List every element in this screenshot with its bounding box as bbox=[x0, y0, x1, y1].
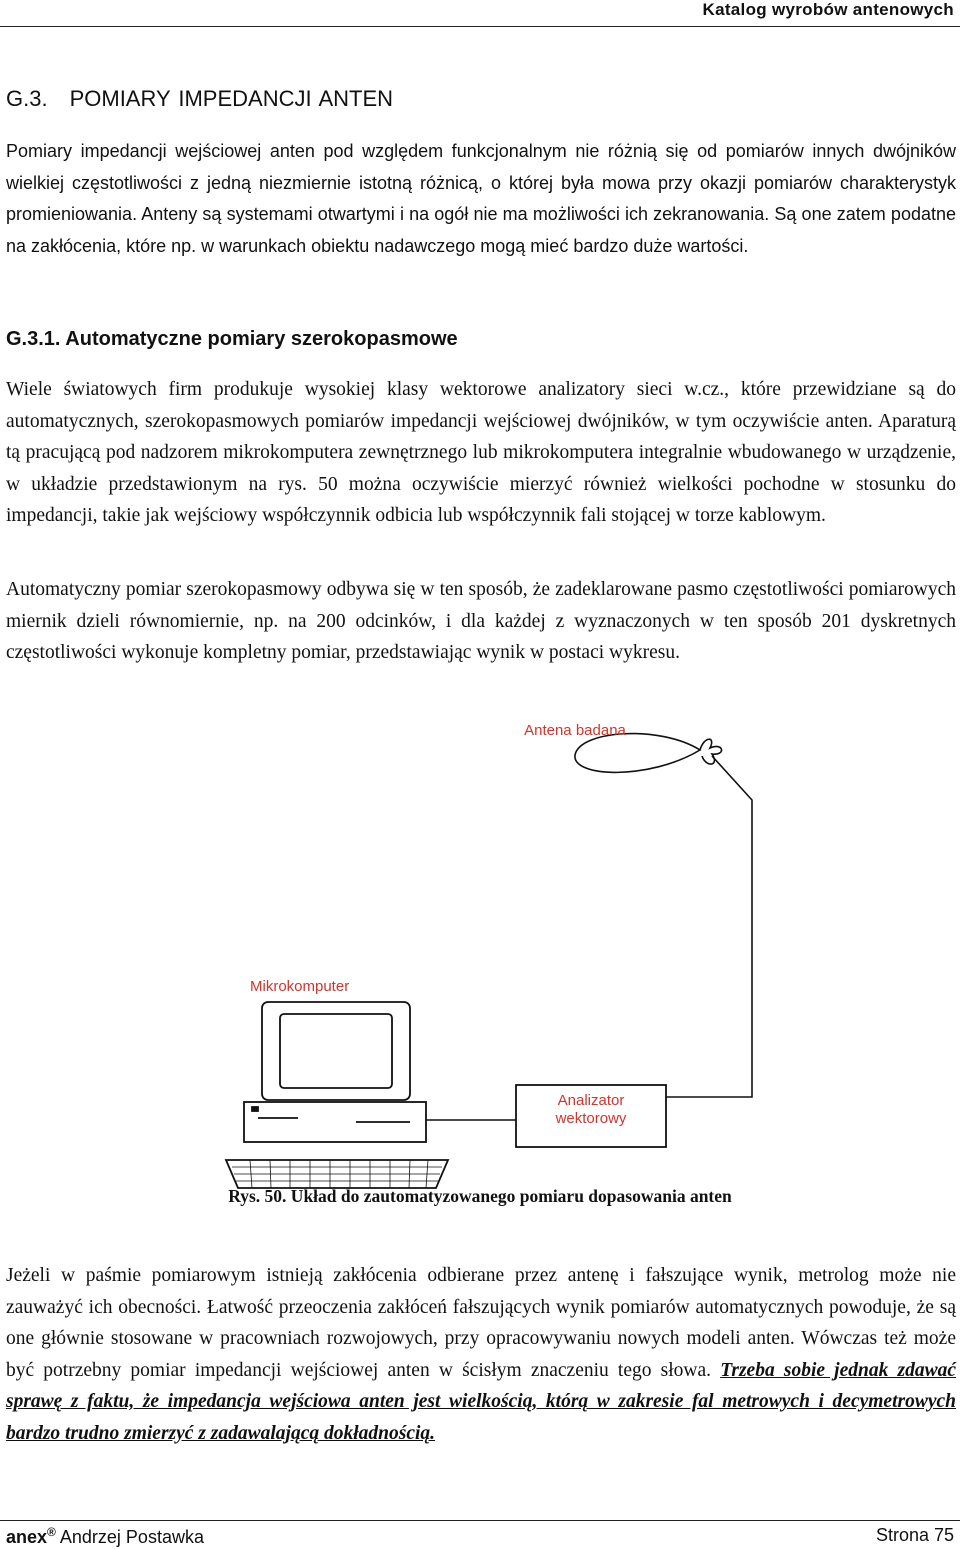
figure-caption: Rys. 50. Układ do zautomatyzowanego pomiaru dopasowania anten bbox=[228, 1186, 732, 1206]
catalog-title: Katalog wyrobów antenowych bbox=[702, 0, 954, 19]
page-footer bbox=[0, 1520, 960, 1549]
antenna-icon bbox=[575, 734, 722, 773]
analyzer-label-line2: wektorowy bbox=[555, 1110, 627, 1127]
paragraph-sweep: Automatyczny pomiar szerokopasmowy odbywa się w ten sposób, że zadeklarowane pasmo częstotliwości pomiarowych miernik dzieli równomiernie, np. na 200 odcinków, i dla każdej z wyznaczonych w ten sposób 201 dyskretnych częstotliwości wykonuje kompletny pomiar, przedstawiając wynik w postaci wykresu. bbox=[6, 579, 956, 663]
computer-icon bbox=[226, 1002, 448, 1188]
footer-credit bbox=[6, 1525, 204, 1548]
brand-name: anex bbox=[6, 1527, 48, 1547]
closing-text: Jeżeli w paśmie pomiarowym istnieją zakłócenia odbierane przez antenę i fałszujące wynik, metrolog może nie zauważyć ich obecności. Łatwość przeoczenia zakłóceń fałszujących wynik pomiarów automatycznych powoduje, że są one głównie stosowane w pracowniach rozwojowych, przy opracowywaniu nowych modeli anten. Wówczas też może być potrzebny pomiar impedancji wejściowej anten w ścisłym znaczeniu tego słowa. bbox=[6, 1265, 956, 1381]
section-number: G.3. bbox=[6, 86, 48, 111]
computer-label: Mikrokomputer bbox=[250, 978, 350, 995]
subsection-heading: G.3.1. Automatyczne pomiary szerokopasmowe bbox=[6, 328, 458, 350]
antenna-cable bbox=[665, 756, 752, 1097]
registered-mark: ® bbox=[47, 1525, 56, 1539]
antenna-label: Antena badana bbox=[524, 722, 626, 739]
page-number: Strona 75 bbox=[875, 1525, 954, 1545]
analyzer-label bbox=[516, 1092, 666, 1128]
section-heading bbox=[6, 86, 393, 112]
closing-paragraph bbox=[6, 1260, 956, 1449]
analyzer-label-line1: Analizator bbox=[557, 1092, 625, 1109]
author-name: Andrzej Postawka bbox=[59, 1527, 204, 1547]
page-header bbox=[0, 0, 960, 27]
paragraph-analyzers: Wiele światowych firm produkuje wysokiej klasy wektorowe analizatory sieci w.cz., które przewidziane są do automatycznych, szerokopasmowych pomiarów impedancji wejściowej dwójników, w tym oczywiście anten. Aparaturą tą pracującą pod nadzorem mikrokomputera zewnętrznego lub mikrokomputera integralnie wbudowanego w urządzenie, w układzie przedstawionym na rys. 50 można oczywiście mierzyć również wielkości pochodne w stosunku do impedancji, takie jak wejściowy współczynnik odbicia lub współczynnik fali stojącej w torze kablowym. bbox=[6, 379, 956, 526]
closing-emphasis: Trzeba sobie jednak zdawać sprawę z faktu, że impedancja wejściowa anten jest wielkością, którą w zakresie fal metrowych i decymetrowych bardzo trudno zmierzyć z zadawalającą dokładnością. bbox=[6, 1359, 956, 1444]
section-title: POMIARY IMPEDANCJI ANTEN bbox=[69, 86, 394, 111]
intro-paragraph: Pomiary impedancji wejściowej anten pod względem funkcjonalnym nie różnią się od pomiarów innych dwójników wielkiej częstotliwości z jedną niezmiernie istotną różnicą, o której była mowa przy okazji pomiarów charakterystyk promieniowania. Anteny są systemami otwartymi i na ogół nie ma możliwości ich zekranowania. Są one zatem podatne na zakłócenia, które np. w warunkach obiektu nadawczego mogą mieć bardzo duże wartości. bbox=[6, 141, 956, 256]
setup-diagram bbox=[0, 710, 960, 1190]
figure-measurement-setup bbox=[0, 710, 960, 1190]
